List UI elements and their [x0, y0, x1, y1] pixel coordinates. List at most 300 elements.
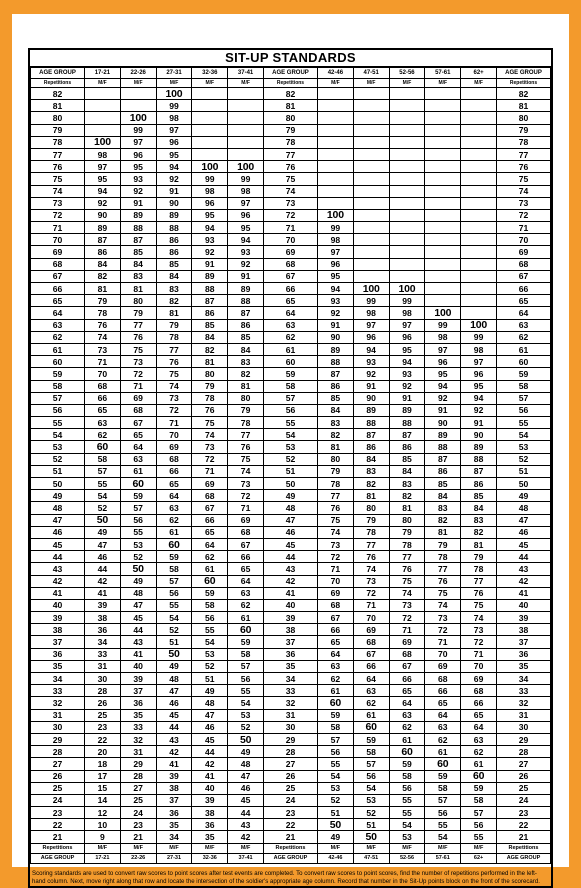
repetitions-cell: 48: [263, 502, 317, 514]
points-cell: 53: [120, 538, 156, 550]
repetitions-cell: 67: [263, 270, 317, 282]
points-cell: 72: [120, 368, 156, 380]
points-cell: 68: [156, 453, 192, 465]
points-label: M/F: [192, 843, 228, 853]
points-cell: [317, 100, 353, 112]
points-cell: 60: [228, 624, 264, 636]
repetitions-cell: 21: [31, 831, 85, 843]
points-cell: 63: [228, 587, 264, 599]
points-cell: 88: [389, 417, 425, 429]
points-cell: 85: [192, 319, 228, 331]
points-cell: 73: [425, 612, 461, 624]
points-cell: 82: [317, 429, 353, 441]
table-row: [31, 587, 551, 599]
points-cell: 46: [156, 697, 192, 709]
repetitions-cell: 69: [263, 246, 317, 258]
points-cell: 41: [85, 587, 121, 599]
repetitions-cell: 25: [497, 782, 551, 794]
points-cell: [425, 185, 461, 197]
points-cell: [353, 124, 389, 136]
points-cell: 55: [85, 478, 121, 490]
points-cell: 100: [192, 161, 228, 173]
repetitions-cell: 40: [497, 599, 551, 611]
points-cell: 78: [425, 551, 461, 563]
points-cell: 35: [192, 831, 228, 843]
points-cell: 81: [85, 283, 121, 295]
points-cell: 90: [156, 197, 192, 209]
points-cell: 38: [192, 807, 228, 819]
points-cell: 88: [192, 283, 228, 295]
points-cell: 36: [120, 697, 156, 709]
repetitions-cell: 24: [31, 794, 85, 806]
table-row: [31, 453, 551, 465]
points-cell: 62: [353, 697, 389, 709]
points-cell: 71: [461, 648, 497, 660]
points-cell: [389, 270, 425, 282]
repetitions-cell: 72: [263, 209, 317, 221]
repetitions-cell: 39: [31, 612, 85, 624]
repetitions-cell: 53: [263, 441, 317, 453]
points-label: M/F: [228, 79, 264, 88]
points-cell: 90: [317, 331, 353, 343]
repetitions-cell: 71: [263, 222, 317, 234]
points-cell: 64: [156, 490, 192, 502]
points-cell: 70: [425, 648, 461, 660]
points-cell: 73: [120, 356, 156, 368]
points-cell: [353, 270, 389, 282]
age-group-header-row: [31, 68, 551, 79]
repetitions-cell: 65: [497, 295, 551, 307]
points-cell: 94: [85, 185, 121, 197]
points-cell: 53: [192, 648, 228, 660]
repetitions-cell: 45: [31, 538, 85, 550]
repetitions-cell: 34: [497, 673, 551, 685]
points-cell: 85: [120, 246, 156, 258]
repetitions-cell: 29: [31, 733, 85, 745]
repetitions-cell: 80: [31, 112, 85, 124]
subheader-row: [31, 79, 551, 88]
repetitions-cell: 26: [31, 770, 85, 782]
points-cell: [389, 246, 425, 258]
repetitions-cell: 47: [31, 514, 85, 526]
points-cell: [353, 209, 389, 221]
repetitions-cell: 78: [497, 136, 551, 148]
points-cell: 77: [120, 319, 156, 331]
repetitions-cell: 55: [263, 417, 317, 429]
points-cell: 84: [389, 465, 425, 477]
points-cell: 88: [353, 417, 389, 429]
points-cell: 71: [353, 599, 389, 611]
table-row: [31, 234, 551, 246]
points-cell: [461, 295, 497, 307]
repetitions-cell: 76: [263, 161, 317, 173]
points-cell: 66: [389, 673, 425, 685]
situp-standards-table: [30, 67, 551, 864]
points-cell: 79: [389, 526, 425, 538]
repetitions-cell: 32: [497, 697, 551, 709]
age-group-col: 22-26: [120, 853, 156, 863]
points-cell: 55: [192, 624, 228, 636]
repetitions-cell: 58: [31, 380, 85, 392]
points-cell: 100: [317, 209, 353, 221]
points-cell: 95: [156, 148, 192, 160]
repetitions-cell: 54: [31, 429, 85, 441]
points-cell: 97: [353, 319, 389, 331]
table-row: [31, 392, 551, 404]
points-cell: 56: [389, 782, 425, 794]
points-cell: 66: [461, 697, 497, 709]
points-cell: 71: [425, 636, 461, 648]
points-cell: [192, 88, 228, 100]
points-cell: 45: [156, 709, 192, 721]
points-cell: [425, 136, 461, 148]
points-cell: 84: [85, 258, 121, 270]
points-cell: 84: [461, 502, 497, 514]
points-cell: 42: [85, 575, 121, 587]
repetitions-cell: 25: [31, 782, 85, 794]
points-cell: 98: [353, 307, 389, 319]
repetitions-cell: 66: [31, 283, 85, 295]
points-cell: 95: [389, 343, 425, 355]
table-row: [31, 124, 551, 136]
points-cell: 84: [120, 258, 156, 270]
points-cell: 60: [156, 538, 192, 550]
repetitions-cell: 62: [497, 331, 551, 343]
points-cell: 93: [389, 368, 425, 380]
points-cell: [85, 112, 121, 124]
table-row: [31, 807, 551, 819]
points-cell: 91: [353, 380, 389, 392]
repetitions-cell: 59: [497, 368, 551, 380]
points-cell: 96: [353, 331, 389, 343]
table-row: [31, 148, 551, 160]
points-cell: 39: [120, 673, 156, 685]
table-row: [31, 441, 551, 453]
points-cell: 80: [317, 453, 353, 465]
points-cell: [425, 234, 461, 246]
points-cell: 62: [389, 721, 425, 733]
points-cell: 30: [85, 673, 121, 685]
points-cell: 88: [461, 453, 497, 465]
points-cell: 34: [85, 636, 121, 648]
repetitions-cell: 33: [31, 685, 85, 697]
table-row: [31, 478, 551, 490]
points-cell: [425, 209, 461, 221]
points-cell: 92: [389, 380, 425, 392]
points-cell: 45: [228, 794, 264, 806]
points-cell: 51: [192, 673, 228, 685]
repetitions-cell: 23: [263, 807, 317, 819]
points-cell: 36: [85, 624, 121, 636]
points-cell: 75: [228, 453, 264, 465]
scorecard-page: [12, 14, 569, 886]
points-cell: 82: [192, 343, 228, 355]
points-cell: 87: [228, 307, 264, 319]
repetitions-cell: 28: [263, 746, 317, 758]
points-cell: 75: [120, 343, 156, 355]
points-cell: 52: [192, 660, 228, 672]
points-cell: 69: [389, 636, 425, 648]
points-cell: 87: [461, 465, 497, 477]
points-cell: 87: [192, 295, 228, 307]
repetitions-cell: 31: [497, 709, 551, 721]
points-cell: 74: [192, 429, 228, 441]
points-cell: 67: [389, 660, 425, 672]
points-cell: 38: [156, 782, 192, 794]
repetitions-cell: 26: [497, 770, 551, 782]
points-cell: 54: [425, 831, 461, 843]
points-cell: [461, 185, 497, 197]
points-cell: 79: [85, 295, 121, 307]
points-cell: 65: [192, 526, 228, 538]
points-cell: [317, 161, 353, 173]
points-cell: 44: [120, 624, 156, 636]
table-row: [31, 782, 551, 794]
table-row: [31, 673, 551, 685]
repetitions-cell: 65: [31, 295, 85, 307]
points-cell: 90: [85, 209, 121, 221]
age-group-col: 47-51: [353, 68, 389, 79]
points-cell: 97: [156, 124, 192, 136]
points-cell: 68: [85, 380, 121, 392]
points-cell: 71: [228, 502, 264, 514]
points-cell: 72: [425, 624, 461, 636]
table-row: [31, 624, 551, 636]
points-cell: 71: [85, 356, 121, 368]
points-cell: 69: [192, 478, 228, 490]
points-cell: 72: [192, 453, 228, 465]
points-cell: [461, 307, 497, 319]
points-cell: 83: [317, 417, 353, 429]
points-cell: 58: [228, 648, 264, 660]
points-cell: 65: [85, 404, 121, 416]
points-cell: 58: [353, 746, 389, 758]
points-cell: 99: [389, 295, 425, 307]
points-cell: 92: [461, 404, 497, 416]
points-cell: 26: [85, 697, 121, 709]
points-cell: [461, 197, 497, 209]
table-row: [31, 575, 551, 587]
points-cell: 79: [425, 538, 461, 550]
repetitions-cell: 43: [263, 563, 317, 575]
points-cell: 99: [192, 173, 228, 185]
points-cell: 95: [228, 222, 264, 234]
repetitions-cell: 58: [263, 380, 317, 392]
repetitions-cell: 44: [497, 551, 551, 563]
points-cell: 70: [317, 575, 353, 587]
points-cell: 64: [389, 697, 425, 709]
points-cell: 74: [425, 599, 461, 611]
table-row: [31, 551, 551, 563]
points-cell: 76: [228, 441, 264, 453]
points-cell: 61: [120, 465, 156, 477]
points-cell: 25: [85, 709, 121, 721]
points-cell: 60: [353, 721, 389, 733]
points-cell: [353, 234, 389, 246]
points-cell: [389, 124, 425, 136]
points-cell: 60: [85, 441, 121, 453]
table-row: [31, 295, 551, 307]
points-label: M/F: [461, 843, 497, 853]
points-cell: 84: [228, 343, 264, 355]
points-cell: 38: [85, 612, 121, 624]
points-cell: 81: [425, 526, 461, 538]
points-cell: 74: [353, 563, 389, 575]
points-cell: [317, 173, 353, 185]
points-cell: 32: [120, 733, 156, 745]
points-cell: 53: [317, 782, 353, 794]
points-cell: 65: [156, 478, 192, 490]
points-label: M/F: [461, 79, 497, 88]
points-cell: 75: [389, 575, 425, 587]
points-cell: 57: [317, 733, 353, 745]
age-group-col: 17-21: [85, 853, 121, 863]
points-cell: 44: [228, 807, 264, 819]
points-cell: 43: [120, 636, 156, 648]
repetitions-cell: 35: [263, 660, 317, 672]
points-cell: 42: [192, 758, 228, 770]
points-cell: 61: [425, 746, 461, 758]
age-group-col: 47-51: [353, 853, 389, 863]
age-group-col: 37-41: [228, 853, 264, 863]
repetitions-cell: 23: [497, 807, 551, 819]
points-label: M/F: [120, 843, 156, 853]
points-cell: 56: [156, 587, 192, 599]
points-cell: 93: [120, 173, 156, 185]
points-cell: 85: [389, 453, 425, 465]
points-cell: 57: [228, 660, 264, 672]
points-cell: 79: [317, 465, 353, 477]
repetitions-cell: 44: [263, 551, 317, 563]
repetitions-cell: 82: [497, 88, 551, 100]
points-cell: 61: [228, 612, 264, 624]
points-cell: 27: [120, 782, 156, 794]
points-cell: [389, 185, 425, 197]
repetitions-cell: 50: [31, 478, 85, 490]
repetitions-cell: 67: [31, 270, 85, 282]
points-cell: 82: [228, 368, 264, 380]
points-cell: 41: [120, 648, 156, 660]
points-cell: [461, 222, 497, 234]
age-group-label: AGE GROUP: [263, 853, 317, 863]
repetitions-cell: 50: [263, 478, 317, 490]
repetitions-cell: 59: [31, 368, 85, 380]
points-cell: 22: [85, 733, 121, 745]
points-cell: 50: [156, 648, 192, 660]
points-cell: 79: [461, 551, 497, 563]
points-cell: 94: [425, 380, 461, 392]
points-cell: 59: [317, 709, 353, 721]
repetitions-cell: 59: [263, 368, 317, 380]
repetitions-cell: 56: [497, 404, 551, 416]
points-cell: 80: [389, 514, 425, 526]
repetitions-cell: 41: [31, 587, 85, 599]
points-cell: 63: [120, 453, 156, 465]
points-cell: 75: [461, 599, 497, 611]
points-cell: 95: [85, 173, 121, 185]
points-cell: 75: [425, 587, 461, 599]
age-group-col: 52-56: [389, 853, 425, 863]
points-cell: 49: [156, 660, 192, 672]
points-cell: 73: [228, 478, 264, 490]
points-cell: 71: [120, 380, 156, 392]
points-cell: 67: [120, 417, 156, 429]
points-cell: 100: [461, 319, 497, 331]
table-row: [31, 758, 551, 770]
points-cell: 52: [317, 794, 353, 806]
scoring-instructions: Scoring standards are used to convert raw scores to point scores after test events are completed. To convert raw scores to point scores, find the number of repetitions performed in the left-hand column. Next, move right along that row and locate the intersection of the soldier's appropriate age column. Record that number in the Sit-Up points block on the front of the scorecard.: [32, 869, 540, 886]
points-cell: 72: [353, 587, 389, 599]
points-cell: 77: [389, 551, 425, 563]
points-cell: [461, 100, 497, 112]
repetitions-label: Repetitions: [263, 843, 317, 853]
points-cell: 86: [317, 380, 353, 392]
points-cell: 60: [317, 697, 353, 709]
repetitions-cell: 79: [31, 124, 85, 136]
table-row: [31, 356, 551, 368]
age-group-label: AGE GROUP: [497, 853, 551, 863]
points-cell: 49: [120, 575, 156, 587]
repetitions-cell: 47: [263, 514, 317, 526]
points-cell: 97: [389, 319, 425, 331]
points-cell: 44: [192, 746, 228, 758]
page-title: SIT-UP STANDARDS: [30, 50, 551, 67]
points-cell: 37: [156, 794, 192, 806]
repetitions-cell: 60: [497, 356, 551, 368]
points-cell: [389, 148, 425, 160]
points-cell: 72: [317, 551, 353, 563]
points-cell: 89: [425, 429, 461, 441]
points-cell: 97: [120, 136, 156, 148]
repetitions-label: Repetitions: [31, 843, 85, 853]
points-cell: 75: [192, 417, 228, 429]
points-cell: 79: [353, 514, 389, 526]
points-cell: 28: [85, 685, 121, 697]
repetitions-cell: 74: [263, 185, 317, 197]
repetitions-cell: 52: [31, 453, 85, 465]
points-cell: 46: [192, 721, 228, 733]
points-cell: 85: [425, 478, 461, 490]
repetitions-cell: 56: [263, 404, 317, 416]
repetitions-cell: 41: [263, 587, 317, 599]
table-row: [31, 721, 551, 733]
points-cell: 68: [317, 599, 353, 611]
points-cell: 71: [389, 624, 425, 636]
points-cell: 89: [156, 209, 192, 221]
points-cell: 91: [156, 185, 192, 197]
points-cell: 62: [317, 673, 353, 685]
repetitions-cell: 51: [263, 465, 317, 477]
points-cell: 85: [461, 490, 497, 502]
repetitions-cell: 73: [263, 197, 317, 209]
points-cell: 68: [389, 648, 425, 660]
points-cell: 36: [192, 819, 228, 831]
points-cell: 65: [425, 697, 461, 709]
points-cell: 57: [461, 807, 497, 819]
points-cell: 84: [317, 404, 353, 416]
table-row: [31, 283, 551, 295]
repetitions-cell: 81: [31, 100, 85, 112]
repetitions-cell: 77: [497, 148, 551, 160]
points-cell: 65: [461, 709, 497, 721]
points-cell: 51: [156, 636, 192, 648]
points-label: M/F: [156, 843, 192, 853]
repetitions-cell: 64: [497, 307, 551, 319]
points-cell: 51: [317, 807, 353, 819]
points-cell: 88: [120, 222, 156, 234]
points-cell: 92: [228, 258, 264, 270]
table-row: [31, 538, 551, 550]
